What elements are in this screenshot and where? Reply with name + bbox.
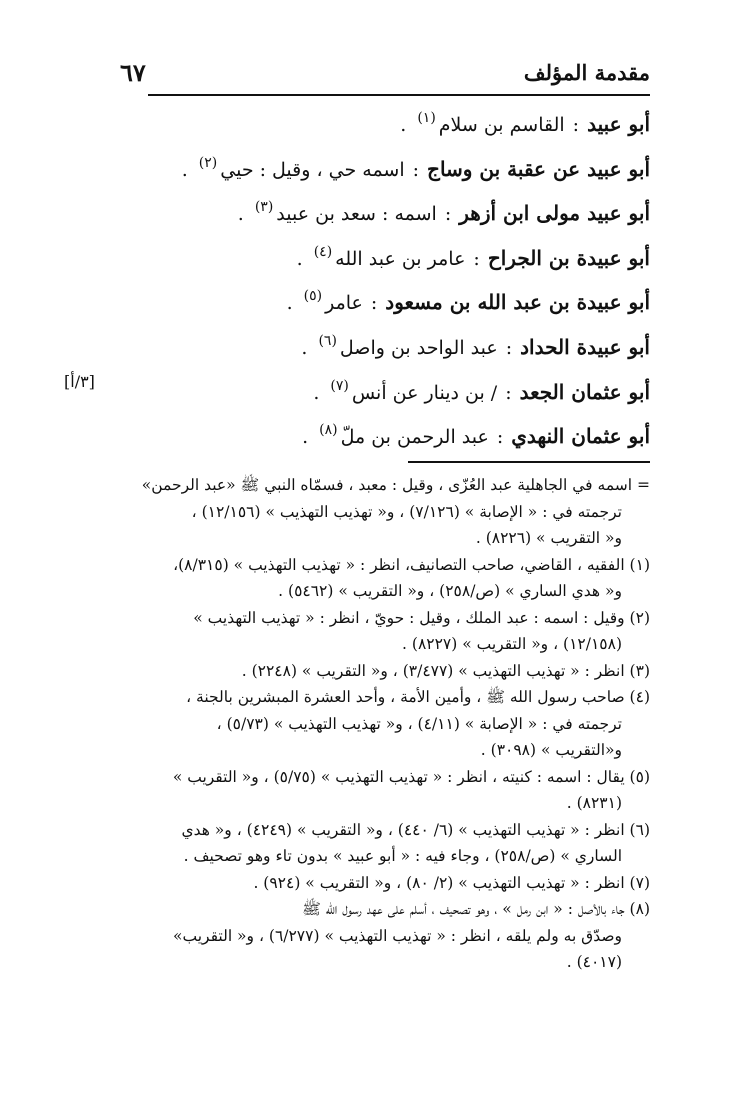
entry [130,238,650,283]
footnote-line: (٤) صاحب رسول الله ﷺ ، وأمين الأمة ، وأحد العشرة المبشرين بالجنة ، [186,688,650,706]
footnote-1 [92,552,650,605]
entry-text: عبد الواحد بن واصل [339,336,498,359]
entry-text: اسمه : سعد بن عبيد [276,203,437,226]
entry-text: اسمه حي ، وقيل : حيي [220,158,405,181]
entry-text: عبد الرحمن بن ملّ [340,426,489,449]
footnote-line: (٨) جاء بالأصل : « ابن رمل » ، وهو تصحيف ، أسلم على عهد رسول الله ﷺ [302,900,650,918]
entry-name: أبو عثمان النهدي [511,424,650,449]
footnote-line: و« التقريب » (٨٢٢٦) . [475,529,622,547]
footnote-ref[interactable]: (٣) [254,199,274,216]
entry-separator: : [572,114,580,136]
footnote-line: وصدّق به ولم يلقه ، انظر : « تهذيب التهذيب » (٦/٢٧٧) ، و« التقريب» [173,926,622,945]
footnote-line: (٢) وقيل : اسمه : عبد الملك ، وقيل : حويّ ، انظر : « تهذيب التهذيب » [193,608,650,627]
footnote-line: = اسمه في الجاهلية عبد العُزّى ، وقيل : معبد ، فسمّاه النبي ﷺ «عبد الرحمن» [141,476,650,494]
entry-text: / بن دينار عن أنس [351,381,498,404]
entry [130,327,650,372]
entry-end: . [313,381,320,404]
footnote-line: (٦) انظر : « تهذيب التهذيب » (٦/ ٤٤٠) ، و« التقريب » (٤٢٤٩) ، و« هدي [181,820,650,839]
footnote-2 [92,605,650,658]
entry-name: أبو عبيد مولى ابن أزهر [459,201,650,226]
footnote-ref[interactable]: (٢) [198,154,218,171]
footnote-line: (٥) يقال : اسمه : كنيته ، انظر : « تهذيب التهذيب » (٥/٧٥) ، و« التقريب » [172,767,650,786]
chapter-title: مقدمة المؤلف [523,60,650,85]
footnote-4 [92,684,650,764]
footnote-3 [92,658,650,685]
entry-end: . [302,426,309,449]
footnote-7 [92,870,650,897]
footnotes [92,472,650,976]
entry-end: . [181,158,188,181]
footnotes-rule [408,461,650,463]
footnote-ref[interactable]: (٨) [319,422,338,439]
entry-separator: : [473,247,480,270]
entry-separator: : [412,158,420,181]
footnote-ref[interactable]: (١) [417,110,436,126]
footnote-line: و«التقريب » (٣٠٩٨) . [480,741,622,759]
footnote-line: (٧) انظر : « تهذيب التهذيب » (٢/ ٨٠) ، و« التقريب » (٩٢٤) . [253,873,650,892]
entry [130,104,650,149]
footnote-line: (٤٠١٧) . [566,953,622,971]
entry-separator: : [496,426,504,449]
entry-separator: : [505,336,513,359]
manuscript-folio-marker: [٣/أ] [64,372,95,391]
footnote-6 [92,817,650,870]
entry-end: . [286,292,293,315]
entry-text: القاسم بن سلام [438,114,565,136]
entry [130,282,650,327]
entry-name: أبو عبيدة الحداد [520,334,650,359]
entry-separator: : [370,292,378,315]
footnote-ref[interactable]: (٦) [318,332,337,349]
entry-name: أبو عثمان الجعد [519,379,650,404]
footnote-ref[interactable]: (٤) [313,243,333,260]
entry-end: . [237,203,244,226]
entry [130,416,650,461]
footnote-line: ترجمته في : « الإصابة » (٤/١١) ، و« تهذيب التهذيب » (٥/٧٣) ، [216,714,622,733]
entry-name: أبو عبيد عن عقبة بن وساج [427,156,650,181]
footnote-line: (٣) انظر : « تهذيب التهذيب » (٣/٤٧٧) ، و« التقريب » (٢٢٤٨) . [241,661,650,680]
page-header [120,60,650,94]
entry [130,193,650,238]
entry-name: أبو عبيدة بن عبد الله بن مسعود [385,290,650,315]
entry [130,149,650,194]
entry-separator: : [444,203,452,226]
footnote-ref[interactable]: (٥) [303,288,323,305]
entry-text: عامر بن عبد الله [335,247,466,270]
page-number: ٦٧ [120,58,146,87]
entry-name: أبو عبيد [587,112,650,136]
entries-list [130,104,650,461]
footnote-5 [92,764,650,817]
entry-end: . [301,336,308,359]
footnote-line: (١) الفقيه ، القاضي، صاحب التصانيف، انظر : « تهذيب التهذيب » (٨/٣١٥)، [173,555,650,574]
entry-end: . [400,114,407,136]
entry-text: عامر [325,292,363,315]
footnote-line: (١٢/١٥٨) ، و« التقريب » (٨٢٢٧) . [402,635,622,653]
footnote-continuation [92,472,650,552]
footnote-line: و« هدي الساري » (ص/٢٥٨) ، و« التقريب » (٥٤٦٢) . [278,582,622,600]
entry-end: . [296,247,303,270]
entry-name: أبو عبيدة بن الجراح [487,245,650,270]
entry [130,372,650,417]
footnote-line: الساري » (ص/٢٥٨) ، وجاء فيه : « أبو عبيد » بدون تاء وهو تصحيف . [183,847,622,865]
entry-separator: : [505,381,512,404]
header-rule [148,94,650,96]
footnote-line: (٨٢٣١) . [566,794,622,812]
footnote-ref[interactable]: (٧) [330,377,349,394]
footnote-line: ترجمته في : « الإصابة » (٧/١٢٦) ، و« تهذيب التهذيب » (١٢/١٥٦) ، [191,502,622,521]
footnote-8 [92,896,650,976]
